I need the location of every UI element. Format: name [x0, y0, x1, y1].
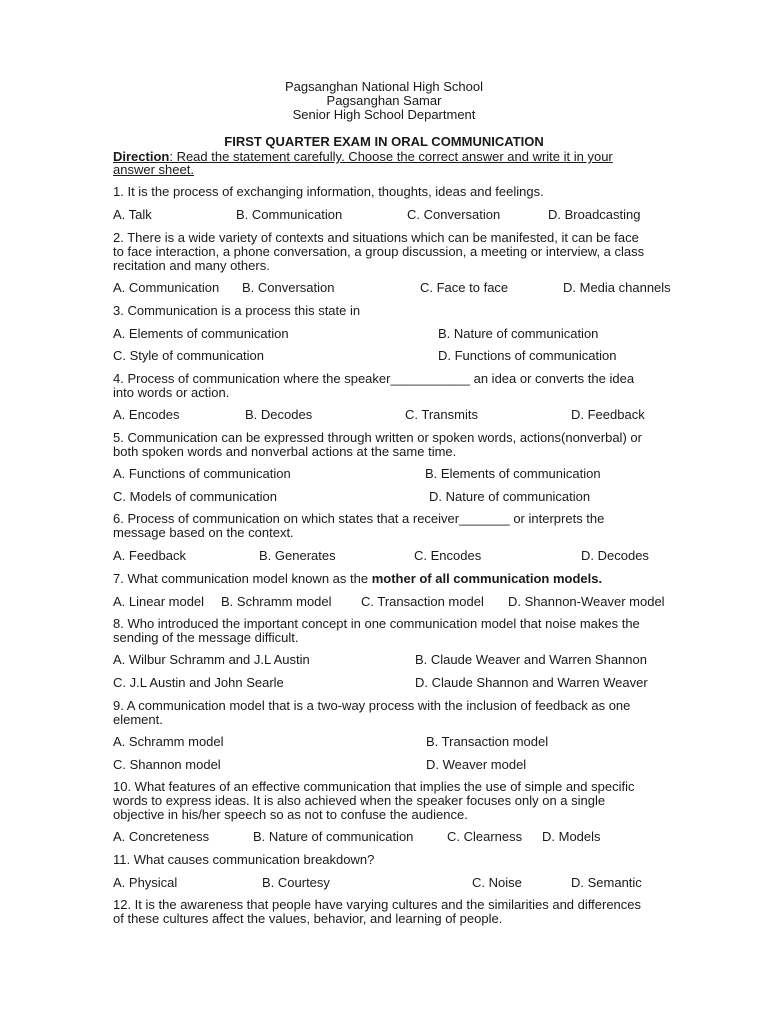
- option-4d: D. Feedback: [571, 407, 645, 422]
- option-5d: D. Nature of communication: [429, 489, 591, 504]
- option-2b: B. Conversation: [242, 280, 335, 295]
- direction-label: Direction: [113, 149, 170, 164]
- option-2a: A. Communication: [113, 280, 220, 295]
- option-1c: C. Conversation: [407, 207, 501, 222]
- option-11d: D. Semantic: [571, 875, 642, 890]
- question-7-text: 7. What communication model known as the: [113, 571, 372, 586]
- question-6-line-2: message based on the context.: [113, 525, 294, 540]
- question-10-line-2: words to express ideas. It is also achieved when the speaker focuses only on a single: [113, 793, 606, 808]
- option-3c: C. Style of communication: [113, 348, 265, 363]
- question-9-line-1: 9. A communication model that is a two-way process with the inclusion of feedback as one: [113, 698, 631, 713]
- option-6a: A. Feedback: [113, 548, 186, 563]
- option-8c: C. J.L Austin and John Searle: [113, 675, 284, 690]
- option-4c: C. Transmits: [405, 407, 478, 422]
- option-4a: A. Encodes: [113, 407, 180, 422]
- option-5a: A. Functions of communication: [113, 466, 291, 481]
- option-8a: A. Wilbur Schramm and J.L Austin: [113, 652, 310, 667]
- question-12-line-2: of these cultures affect the values, behavior, and learning of people.: [113, 911, 503, 926]
- question-8-line-1: 8. Who introduced the important concept in one communication model that noise makes the: [113, 616, 640, 631]
- option-3a: A. Elements of communication: [113, 326, 289, 341]
- question-8-line-2: sending of the message difficult.: [113, 630, 299, 645]
- option-1a: A. Talk: [113, 207, 152, 222]
- option-11a: A. Physical: [113, 875, 178, 890]
- question-5-line-2: both spoken words and nonverbal actions at the same time.: [113, 444, 457, 459]
- question-10-line-1: 10. What features of an effective communication that implies the use of simple and specific: [113, 779, 635, 794]
- option-10a: A. Concreteness: [113, 829, 210, 844]
- question-12-line-1: 12. It is the awareness that people have varying cultures and the similarities and differences: [113, 897, 642, 912]
- option-5b: B. Elements of communication: [425, 466, 601, 481]
- exam-title: FIRST QUARTER EXAM IN ORAL COMMUNICATION: [224, 134, 544, 149]
- question-3: 3. Communication is a process this state in: [113, 303, 361, 318]
- option-10d: D. Models: [542, 829, 601, 844]
- option-5c: C. Models of communication: [113, 489, 278, 504]
- option-2c: C. Face to face: [420, 280, 509, 295]
- option-7c: C. Transaction model: [361, 594, 484, 609]
- question-9-line-2: element.: [113, 712, 163, 727]
- question-2-line-2: to face interaction, a phone conversation, a group discussion, a meeting or interview, a class: [113, 244, 645, 259]
- direction-text: : Read the statement carefully. Choose the correct answer and write it in your: [169, 149, 613, 164]
- question-7-emphasis: mother of all communication models.: [371, 571, 603, 586]
- school-department: Senior High School Department: [292, 107, 476, 122]
- option-7b: B. Schramm model: [221, 594, 332, 609]
- question-6-line-1: 6. Process of communication on which states that a receiver_______ or interprets the: [113, 511, 605, 526]
- question-7: [113, 572, 683, 586]
- option-6d: D. Decodes: [581, 548, 649, 563]
- option-11c: C. Noise: [472, 875, 522, 890]
- option-3d: D. Functions of communication: [438, 348, 617, 363]
- question-2-line-1: 2. There is a wide variety of contexts and situations which can be manifested, it can be face: [113, 230, 639, 245]
- option-1b: B. Communication: [236, 207, 343, 222]
- direction-line-2: [113, 163, 683, 177]
- option-8d: D. Claude Shannon and Warren Weaver: [415, 675, 648, 690]
- option-10b: B. Nature of communication: [253, 829, 414, 844]
- question-2-line-3: recitation and many others.: [113, 258, 270, 273]
- direction-line: [113, 150, 683, 164]
- option-7a: A. Linear model: [113, 594, 205, 609]
- option-2d: D. Media channels: [563, 280, 671, 295]
- option-7d: D. Shannon-Weaver model: [508, 594, 665, 609]
- question-11: 11. What causes communication breakdown?: [113, 852, 375, 867]
- question-10-line-3: objective in his/her speech so as not to confuse the audience.: [113, 807, 468, 822]
- option-9d: D. Weaver model: [426, 757, 527, 772]
- question-4-line-2: into words or action.: [113, 385, 230, 400]
- question-4-line-1: 4. Process of communication where the speaker___________ an idea or converts the idea: [113, 371, 635, 386]
- option-9a: A. Schramm model: [113, 734, 224, 749]
- option-11b: B. Courtesy: [262, 875, 330, 890]
- option-3b: B. Nature of communication: [438, 326, 599, 341]
- question-5-line-1: 5. Communication can be expressed through written or spoken words, actions(nonverbal) or: [113, 430, 642, 445]
- question-1: 1. It is the process of exchanging information, thoughts, ideas and feelings.: [113, 184, 544, 199]
- school-name: Pagsanghan National High School: [284, 79, 484, 94]
- option-9c: C. Shannon model: [113, 757, 221, 772]
- option-8b: B. Claude Weaver and Warren Shannon: [415, 652, 647, 667]
- option-6c: C. Encodes: [414, 548, 482, 563]
- option-4b: B. Decodes: [245, 407, 313, 422]
- option-9b: B. Transaction model: [426, 734, 549, 749]
- option-6b: B. Generates: [259, 548, 336, 563]
- option-10c: C. Clearness: [447, 829, 523, 844]
- direction-text-2: answer sheet.: [113, 162, 194, 177]
- school-location: Pagsanghan Samar: [326, 93, 442, 108]
- option-1d: D. Broadcasting: [548, 207, 641, 222]
